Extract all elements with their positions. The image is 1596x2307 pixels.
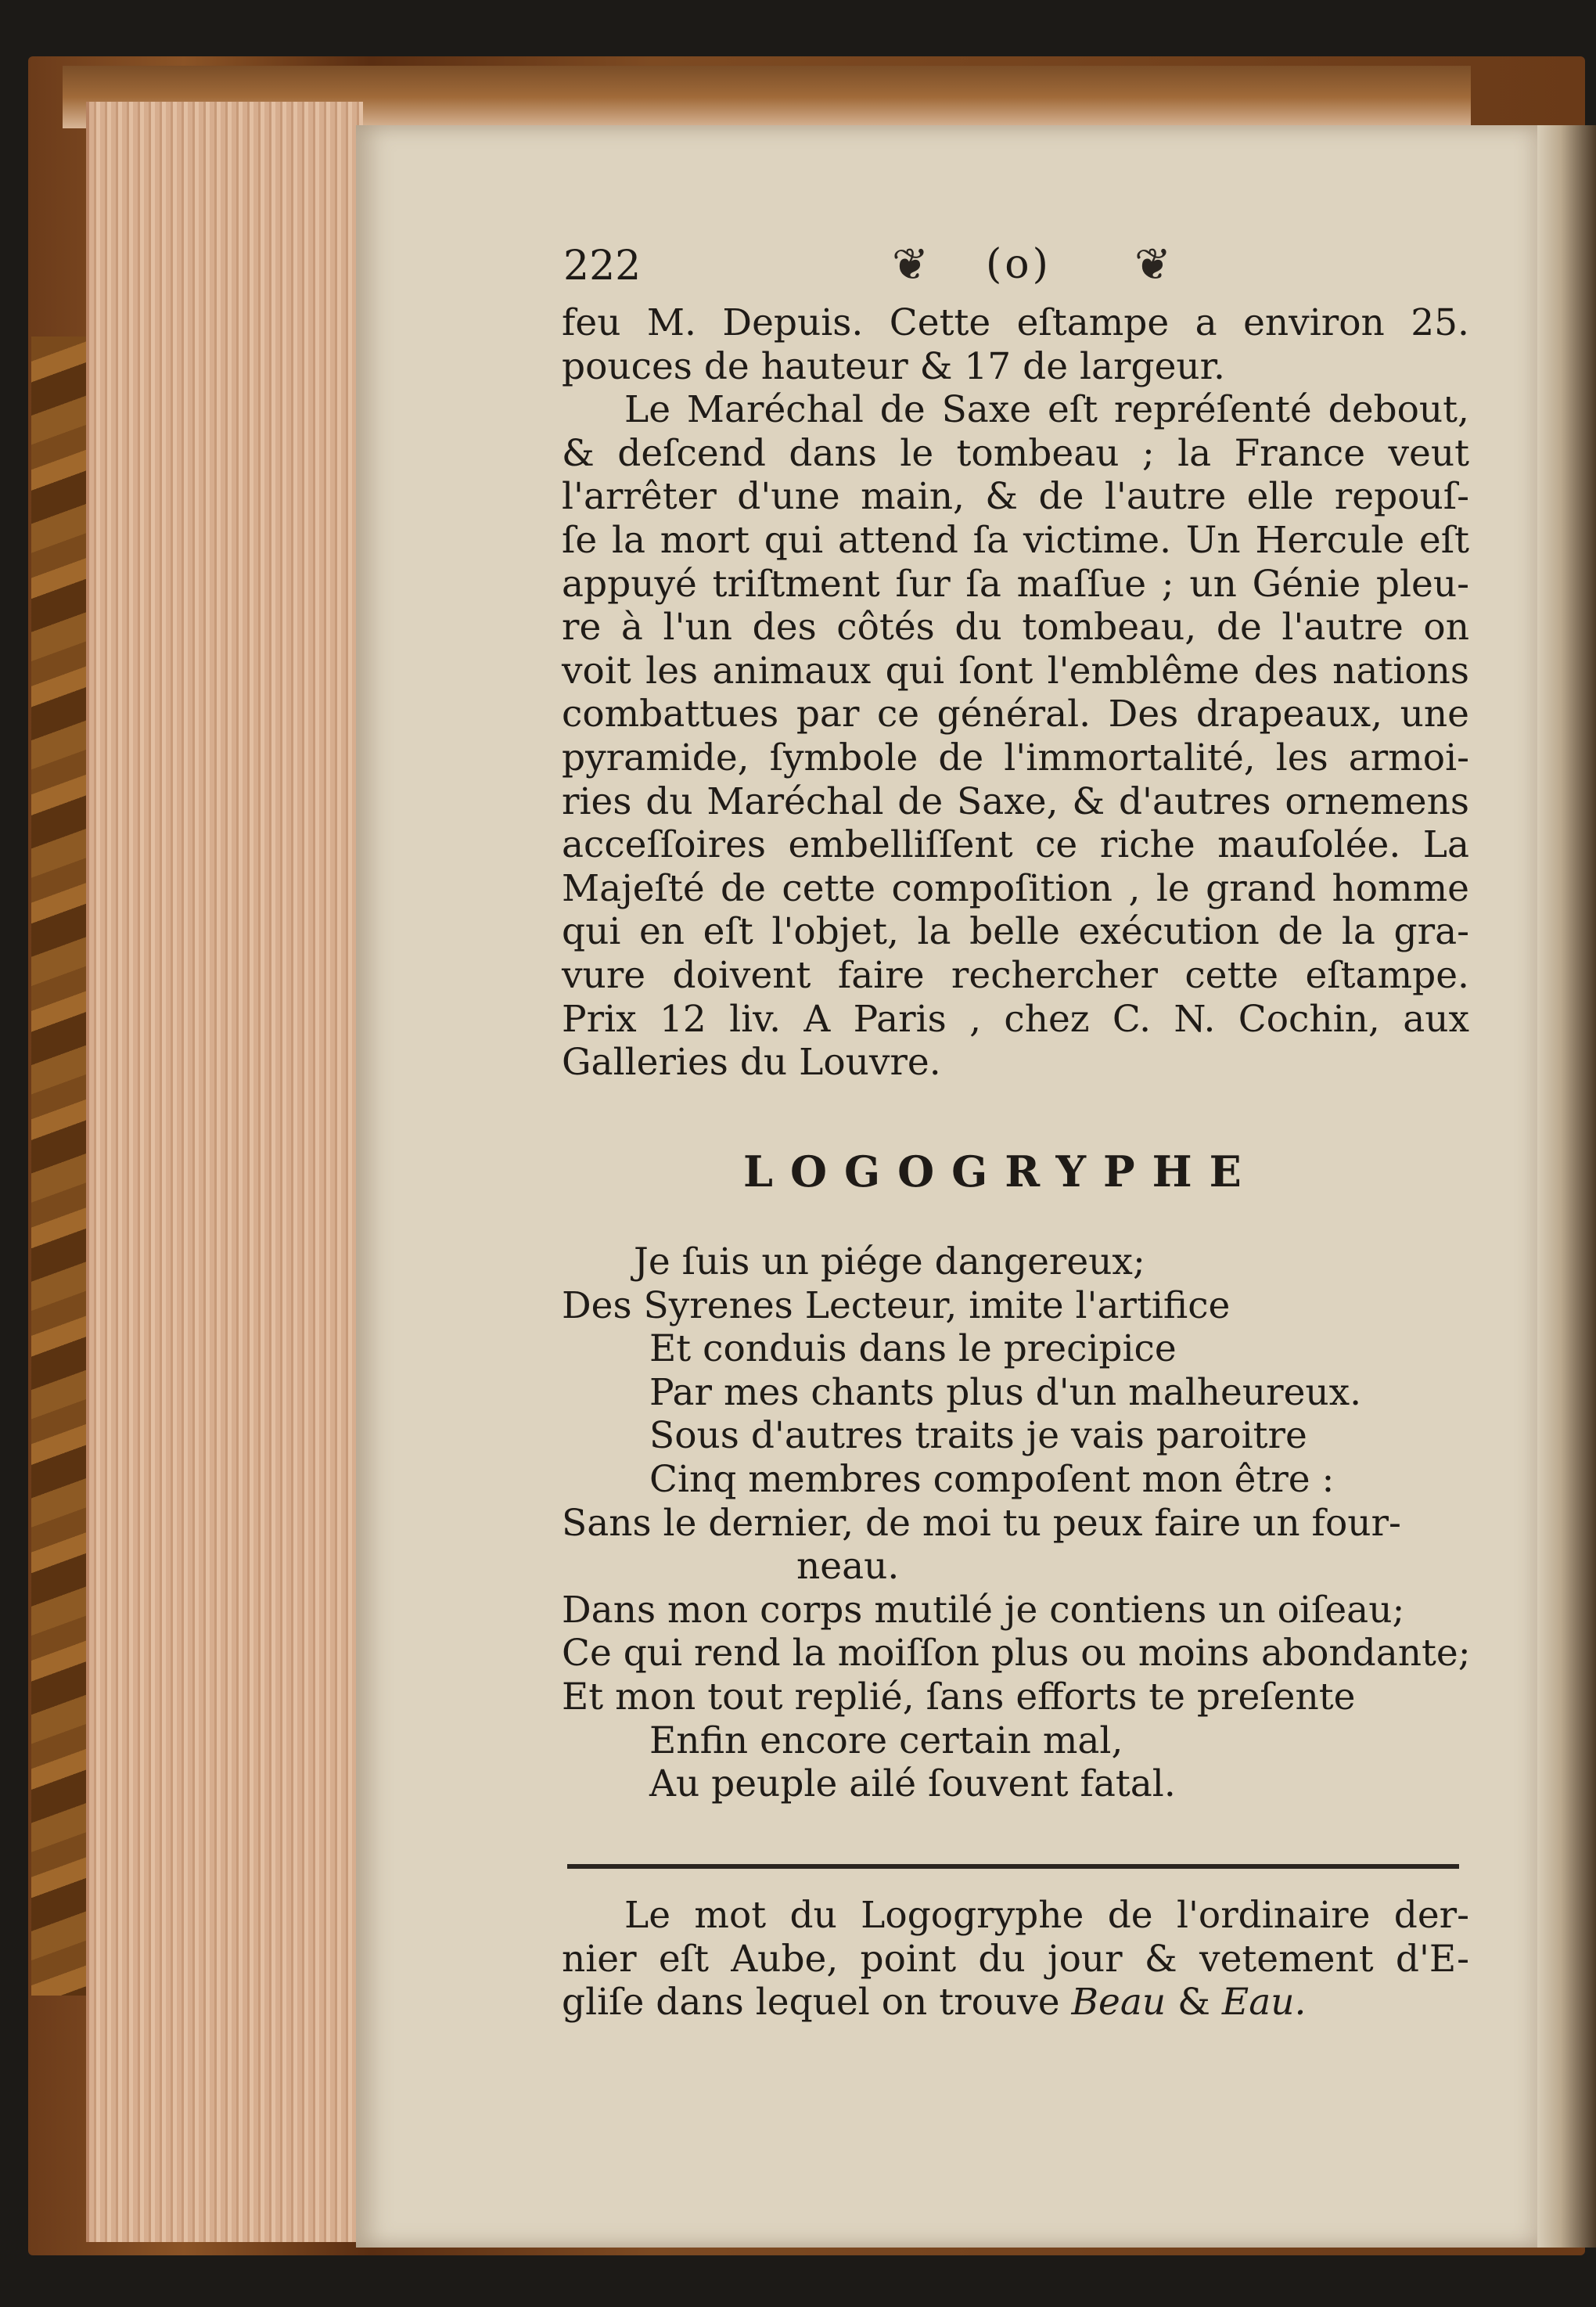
poem-line: Au peuple ailé ſouvent fatal. [649,1762,1176,1806]
text-line: Le mot du Logogryphe de l'ordinaire der- [624,1894,1469,1937]
header-ornament-text: (o) [986,241,1051,288]
text-line: nier eſt Aube, point du jour & vetement d'E- [562,1937,1469,1981]
logogryph-poem [562,1240,1477,1806]
italic-word-eau: Eau. [1221,1981,1307,2024]
text-line: Galleries du Louvre. [562,1041,941,1085]
answer-note [562,1894,1469,2024]
text-line: acceſſoires embelliſſent ce riche mauſolée. La [562,823,1469,867]
text-line: vure doivent faire rechercher cette eſtampe. [562,953,1469,997]
text-segment: gliſe dans lequel on trouve [562,1981,1060,2024]
poem-line: Par mes chants plus d'un malheureux. [649,1370,1362,1414]
running-header [563,235,1447,305]
poem-line: Cinq membres compoſent mon être : [649,1457,1335,1501]
ampersand: & [1177,1981,1210,2024]
poem-line: Et conduis dans le precipice [649,1327,1177,1371]
fleuron-right-icon: ❦ [1134,239,1171,290]
text-line: pyramide, ſymbole de l'immortalité, les armoi- [562,736,1469,779]
text-line: re à l'un des côtés du tombeau, de l'autre on [562,606,1469,650]
text-line: feu M. Depuis. Cette eſtampe a environ 25. [562,301,1469,344]
text-line: ries du Maréchal de Saxe, & d'autres ornemens [562,779,1469,823]
poem-line: Sans le dernier, de moi tu peux faire un four- [562,1501,1401,1545]
text-line: appuyé triſtment ſur ſa maſſue ; un Génie pleu- [562,562,1469,606]
prose-paragraph [562,301,1469,1085]
text-line: ſe la mort qui attend ſa victime. Un Hercule eſt [562,518,1469,562]
poem-line: neau. [796,1545,900,1589]
text-line: Majeſté de cette compoſition , le grand homme [562,866,1469,910]
page-stack-edge [86,102,363,2242]
text-line: combattues par ce général. Des drapeaux, une [562,693,1469,736]
section-heading: LOGOGRYPHE [743,1146,1259,1197]
page-number: 222 [563,243,642,290]
text-line: qui en eſt l'objet, la belle exécution de la gra- [562,910,1469,954]
fleuron-left-icon: ❦ [892,239,929,290]
italic-word-beau: Beau [1071,1981,1166,2024]
poem-line: Enfin encore certain mal, [649,1719,1123,1762]
text-line: Le Maréchal de Saxe eſt repréſenté debout, [624,388,1469,432]
poem-line: Des Syrenes Lecteur, imite l'artifice [562,1283,1231,1327]
poem-line: Sous d'autres traits je vais paroitre [649,1414,1307,1458]
text-line: pouces de hauteur & 17 de largeur. [562,344,1225,388]
poem-line: Ce qui rend la moiſſon plus ou moins abondante; [562,1632,1471,1675]
text-line: voit les animaux qui ſont l'emblême des nations [562,649,1469,693]
poem-line: Dans mon corps mutilé je contiens un oiſeau; [562,1588,1405,1632]
text-line: & deſcend dans le tombeau ; la France veut [562,431,1469,475]
poem-line: Et mon tout replié, ſans efforts te preſente [562,1675,1356,1719]
text-line: Prix 12 liv. A Paris , chez C. N. Cochin, aux [562,997,1469,1041]
horizontal-rule [567,1864,1459,1869]
text-line: l'arrêter d'une main, & de l'autre elle repouſ- [562,475,1469,519]
page-gutter [1537,125,1596,2248]
text-line-final [562,1981,1469,2024]
poem-line: Je ſuis un piége dangereux; [634,1240,1145,1283]
